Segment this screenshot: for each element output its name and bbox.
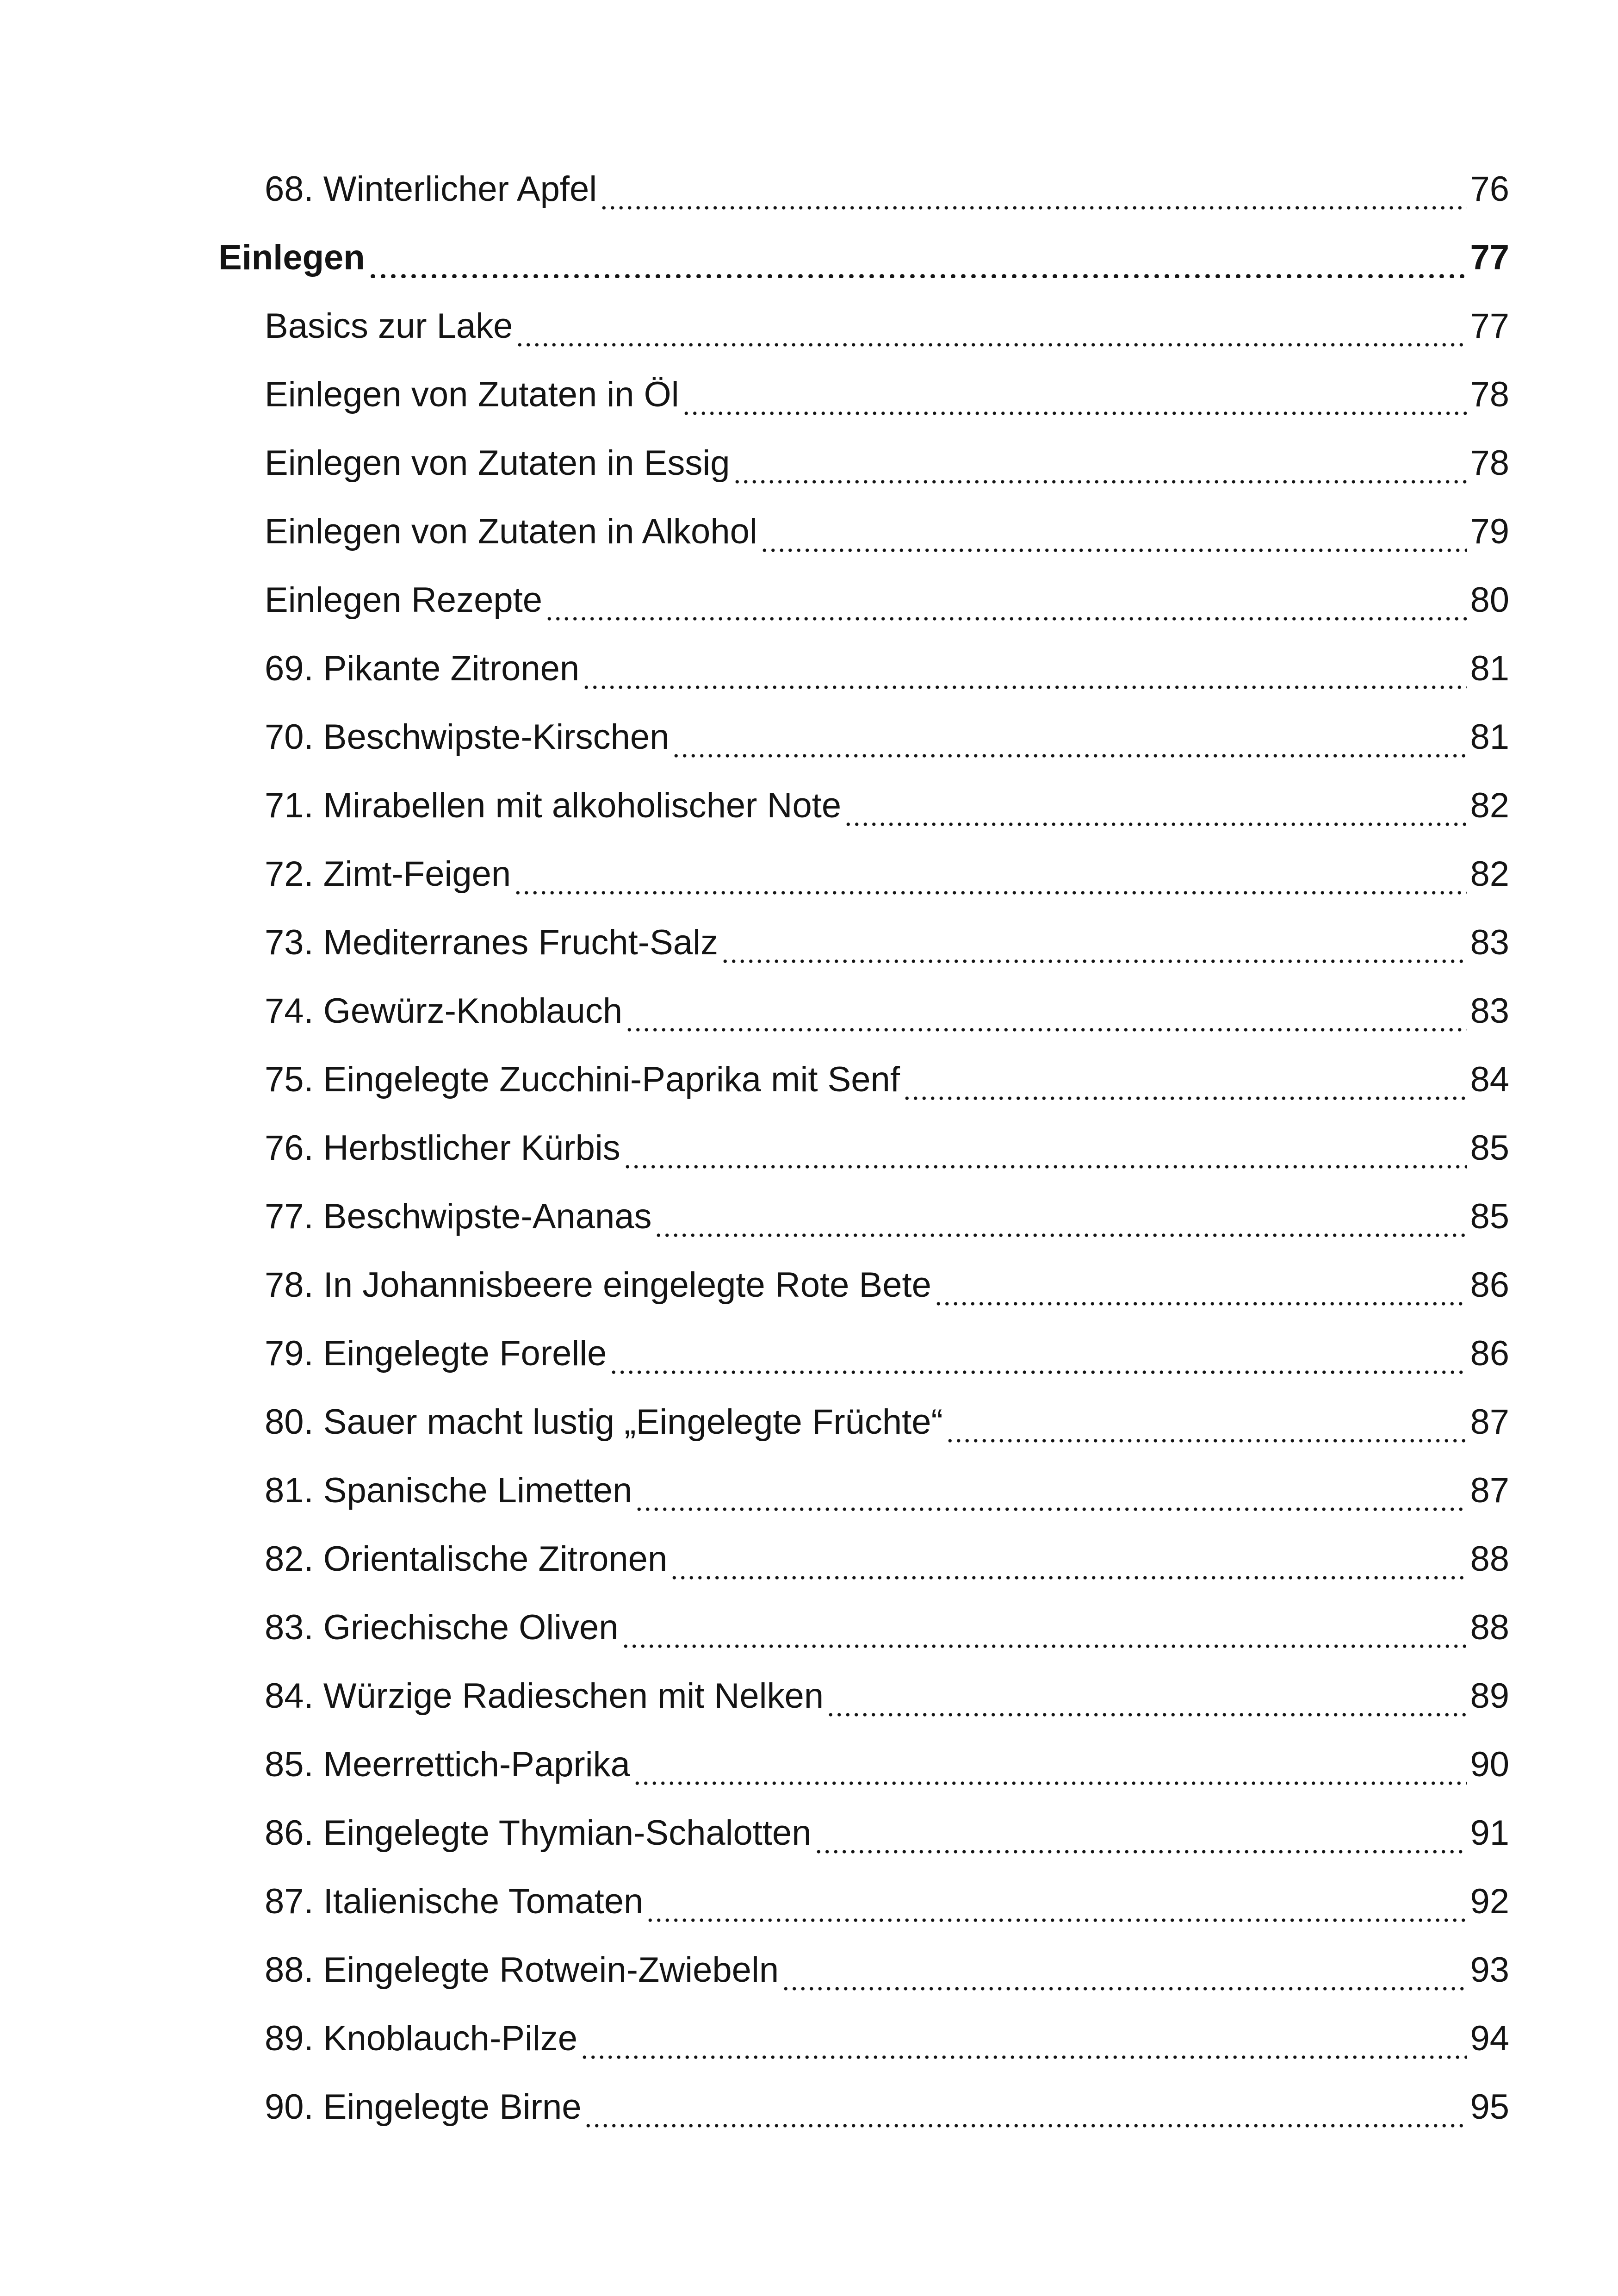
toc-entry-title: 70. Beschwipste-Kirschen xyxy=(265,717,670,757)
toc-entry[interactable] xyxy=(218,977,1509,1045)
dot-leader xyxy=(826,1681,1467,1717)
toc-section-page: 77 xyxy=(1470,238,1509,277)
toc-entry[interactable] xyxy=(218,498,1509,566)
toc-entry[interactable] xyxy=(218,292,1509,361)
dot-leader xyxy=(584,2092,1467,2128)
toc-entry-title: Einlegen von Zutaten in Öl xyxy=(265,375,679,414)
toc-entry-page: 88 xyxy=(1470,1539,1509,1579)
toc-entry-page: 88 xyxy=(1470,1608,1509,1647)
dot-leader xyxy=(600,174,1467,210)
toc-entry-page: 91 xyxy=(1470,1813,1509,1853)
toc-entry[interactable] xyxy=(218,1319,1509,1388)
toc-entry-title: 78. In Johannisbeere eingelegte Rote Bete xyxy=(265,1265,931,1305)
toc-entry[interactable] xyxy=(218,703,1509,772)
dot-leader xyxy=(903,1065,1468,1100)
dot-leader xyxy=(781,1955,1467,1991)
dot-leader xyxy=(814,1818,1468,1854)
toc-entry[interactable] xyxy=(218,1525,1509,1593)
toc-entry-title: 68. Winterlicher Apfel xyxy=(265,169,597,209)
toc-entry-title: 69. Pikante Zitronen xyxy=(265,649,580,688)
toc-entry-page: 94 xyxy=(1470,2019,1509,2058)
dot-leader xyxy=(625,996,1467,1032)
dot-leader xyxy=(515,311,1467,347)
toc-entry-title: 85. Meerrettich-Paprika xyxy=(265,1745,630,1784)
dot-leader xyxy=(733,448,1468,484)
toc-entry-title: 87. Italienische Tomaten xyxy=(265,1882,644,1921)
toc-entry-page: 85 xyxy=(1470,1128,1509,1168)
toc-entry-title: 81. Spanische Limetten xyxy=(265,1471,632,1510)
toc-entry[interactable] xyxy=(218,1799,1509,1867)
toc-entry[interactable] xyxy=(218,155,1509,224)
toc-entry-page: 83 xyxy=(1470,991,1509,1031)
toc-entry-page: 80 xyxy=(1470,580,1509,620)
toc-entry-page: 77 xyxy=(1470,306,1509,346)
toc-entry-page: 86 xyxy=(1470,1265,1509,1305)
toc-entry[interactable] xyxy=(218,566,1509,635)
toc-entry[interactable] xyxy=(218,1114,1509,1182)
dot-leader xyxy=(760,517,1468,552)
toc-entry-title: Einlegen von Zutaten in Alkohol xyxy=(265,512,757,551)
dot-leader xyxy=(621,1613,1468,1648)
toc-entry-page: 76 xyxy=(1470,169,1509,209)
dot-leader xyxy=(635,1476,1467,1511)
toc-entry[interactable] xyxy=(218,1593,1509,1662)
toc-entry[interactable] xyxy=(218,1867,1509,1936)
toc-entry-title: 90. Eingelegte Birne xyxy=(265,2087,582,2127)
toc-entry-page: 90 xyxy=(1470,1745,1509,1784)
dot-leader xyxy=(623,1133,1468,1169)
dot-leader xyxy=(514,859,1467,895)
dot-leader xyxy=(946,1407,1468,1443)
toc-entry-page: 82 xyxy=(1470,786,1509,825)
toc-section-heading[interactable] xyxy=(218,224,1509,292)
dot-leader xyxy=(580,2024,1467,2059)
dot-leader xyxy=(582,654,1467,689)
dot-leader xyxy=(545,585,1467,621)
toc-entry-page: 95 xyxy=(1470,2087,1509,2127)
table-of-contents xyxy=(218,155,1509,2141)
toc-entry-page: 93 xyxy=(1470,1950,1509,1990)
dot-leader xyxy=(654,1202,1467,1237)
toc-entry-title: 77. Beschwipste-Ananas xyxy=(265,1197,652,1236)
toc-entry[interactable] xyxy=(218,1456,1509,1525)
toc-entry-page: 87 xyxy=(1470,1471,1509,1510)
toc-entry-title: 86. Eingelegte Thymian-Schalotten xyxy=(265,1813,812,1853)
toc-entry[interactable] xyxy=(218,2004,1509,2073)
toc-entry-title: Basics zur Lake xyxy=(265,306,513,346)
toc-entry[interactable] xyxy=(218,1251,1509,1319)
toc-entry-title: 75. Eingelegte Zucchini-Paprika mit Senf xyxy=(265,1060,900,1099)
toc-entry-page: 89 xyxy=(1470,1676,1509,1716)
toc-entry-title: 83. Griechische Oliven xyxy=(265,1608,619,1647)
dot-leader xyxy=(646,1887,1467,1922)
toc-entry-page: 92 xyxy=(1470,1882,1509,1921)
dot-leader xyxy=(609,1339,1467,1374)
dot-leader xyxy=(934,1270,1468,1306)
toc-section-title: Einlegen xyxy=(218,238,365,277)
toc-entry[interactable] xyxy=(218,2073,1509,2141)
dot-leader xyxy=(672,722,1467,758)
toc-entry[interactable] xyxy=(218,1045,1509,1114)
toc-entry[interactable] xyxy=(218,908,1509,977)
toc-entry-page: 81 xyxy=(1470,717,1509,757)
toc-entry-title: 84. Würzige Radieschen mit Nelken xyxy=(265,1676,824,1716)
toc-entry-title: 82. Orientalische Zitronen xyxy=(265,1539,668,1579)
toc-entry[interactable] xyxy=(218,840,1509,908)
toc-entry-title: 71. Mirabellen mit alkoholischer Note xyxy=(265,786,842,825)
toc-entry-page: 78 xyxy=(1470,443,1509,483)
toc-entry-page: 87 xyxy=(1470,1402,1509,1442)
toc-entry-title: 88. Eingelegte Rotwein-Zwiebeln xyxy=(265,1950,779,1990)
toc-entry-title: 74. Gewürz-Knoblauch xyxy=(265,991,623,1031)
toc-entry[interactable] xyxy=(218,1936,1509,2004)
dot-leader xyxy=(670,1544,1467,1580)
toc-entry-title: Einlegen von Zutaten in Essig xyxy=(265,443,730,483)
toc-entry-page: 78 xyxy=(1470,375,1509,414)
toc-entry[interactable] xyxy=(218,1182,1509,1251)
toc-entry-title: 76. Herbstlicher Kürbis xyxy=(265,1128,620,1168)
dot-leader xyxy=(682,380,1468,415)
toc-entry-title: 80. Sauer macht lustig „Eingelegte Früchte“ xyxy=(265,1402,943,1442)
toc-entry-page: 81 xyxy=(1470,649,1509,688)
toc-entry-page: 84 xyxy=(1470,1060,1509,1099)
toc-entry[interactable] xyxy=(218,1662,1509,1730)
toc-entry-page: 79 xyxy=(1470,512,1509,551)
toc-entry-title: 89. Knoblauch-Pilze xyxy=(265,2019,577,2058)
dot-leader xyxy=(633,1750,1468,1785)
toc-entry[interactable] xyxy=(218,635,1509,703)
toc-entry[interactable] xyxy=(218,361,1509,429)
toc-entry-title: 79. Eingelegte Forelle xyxy=(265,1334,607,1373)
dot-leader xyxy=(368,243,1468,278)
toc-entry-title: 72. Zimt-Feigen xyxy=(265,854,511,894)
toc-entry[interactable] xyxy=(218,1388,1509,1456)
dot-leader xyxy=(721,928,1468,963)
toc-entry[interactable] xyxy=(218,429,1509,498)
toc-entry-page: 83 xyxy=(1470,923,1509,962)
toc-entry[interactable] xyxy=(218,1730,1509,1799)
toc-entry-page: 82 xyxy=(1470,854,1509,894)
toc-entry-title: Einlegen Rezepte xyxy=(265,580,542,620)
toc-entry-title: 73. Mediterranes Frucht-Salz xyxy=(265,923,718,962)
toc-entry[interactable] xyxy=(218,772,1509,840)
dot-leader xyxy=(844,791,1467,826)
toc-entry-page: 86 xyxy=(1470,1334,1509,1373)
toc-entry-page: 85 xyxy=(1470,1197,1509,1236)
